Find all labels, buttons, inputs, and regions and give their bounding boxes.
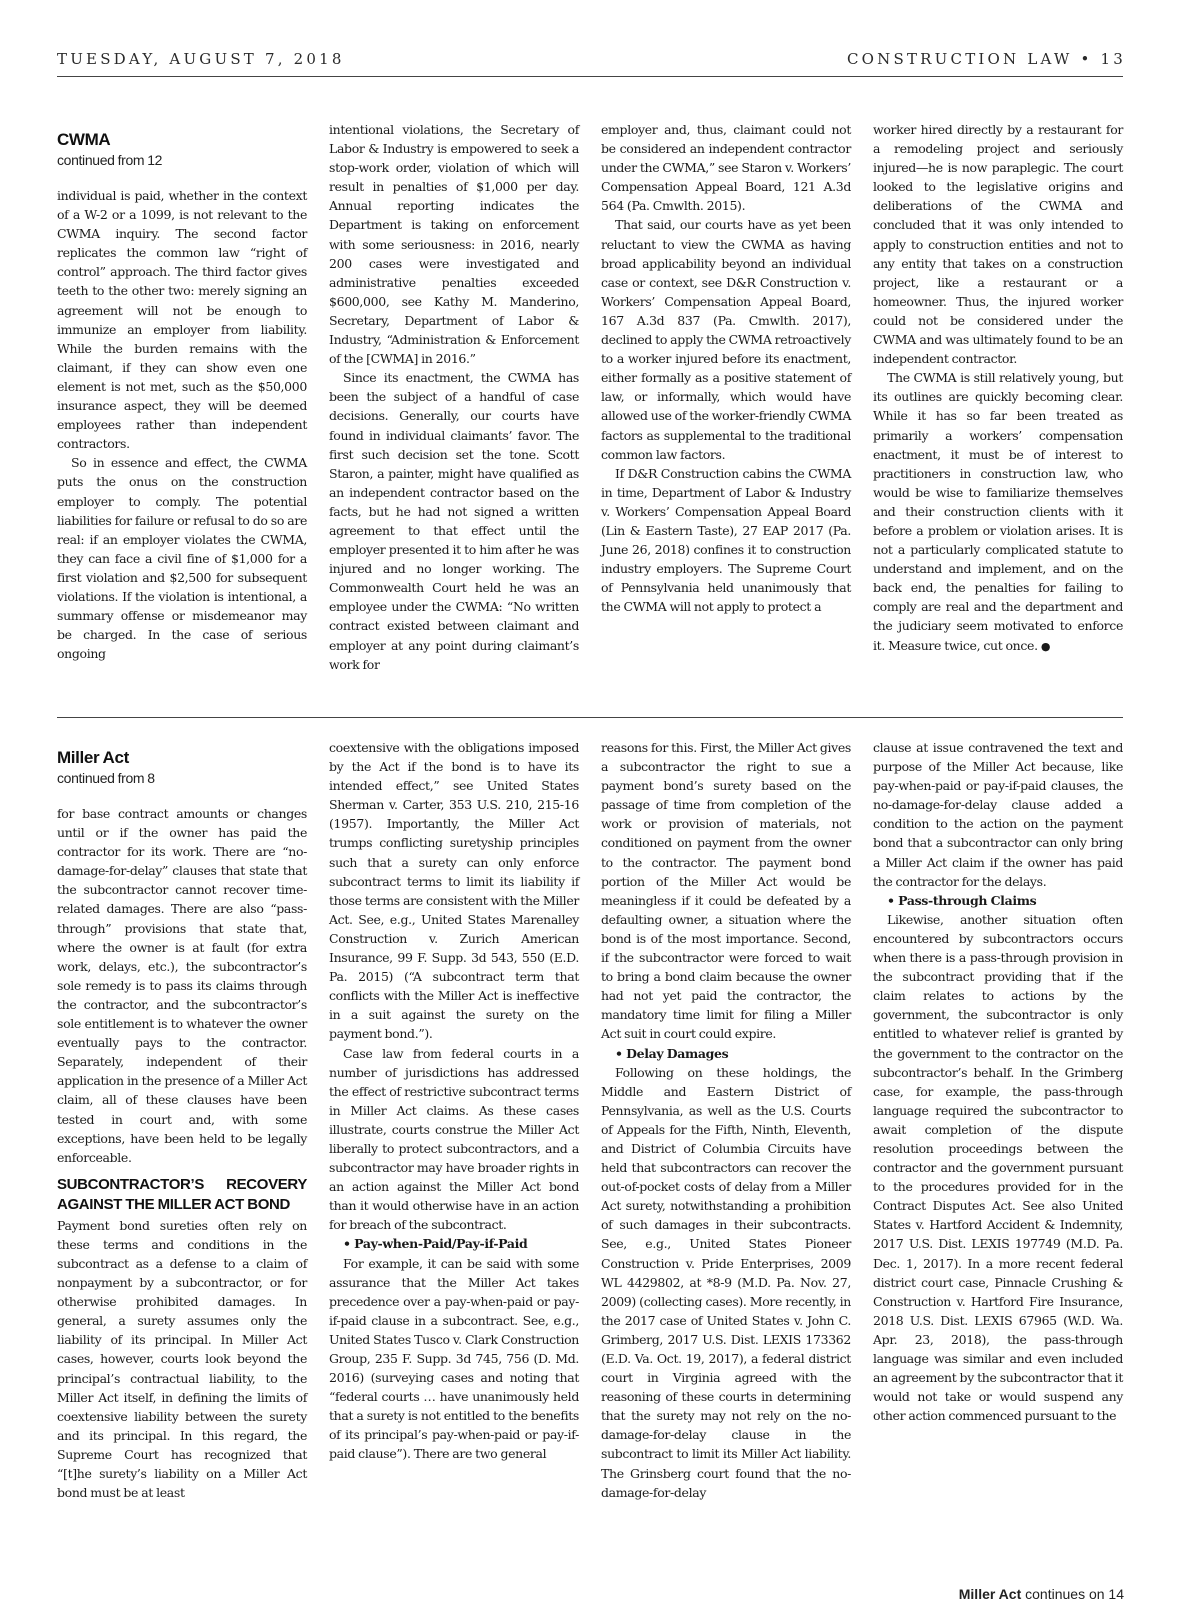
jump-continues: continues on 14: [1025, 1586, 1124, 1602]
paragraph: worker hired directly by a restaurant for a remodeling project and seriously injured—he is now paraplegic. The court looked to the legislative origins and deliberations of the CWMA and concluded that it was only intended to apply to construction entities and not to any entity that takes on a construction project, like a restaurant or a homeowner. Thus, the injured worker could not be considered under the CWMA and was ultimately found to be an independent contractor.: [873, 122, 1123, 367]
paragraph: If D&R Construction cabins the CWMA in time, Department of Labor & Industry v. Workers’ Compensation Appeal Board (Lin & Eastern Taste), 27 EAP 2017 (Pa. June 26, 2018) confines it to construction industry employers. The Supreme Court of Pennsylvania held unanimously that the CWMA will not apply to protect a: [601, 465, 851, 615]
miller-kicker: Miller Act: [57, 748, 129, 767]
paragraph: coextensive with the obligations imposed by the Act if the bond is to have its intended effect,” see United States Sherman v. Carter, 353 U.S. 210, 215-16 (1957). Importantly, the Miller Act trumps conflicting suretyship principles such that a surety can only enforce subcontract terms to limit its liability if those terms are consistent with the Miller Act. See, e.g., United States Marenalley Construction v. Zurich American Insurance, 99 F. Supp. 3d 543, 550 (E.D. Pa. 2015) (“A subcontract term that conflicts with the Miller Act is ineffective in a suit against the surety on the payment bond.”).: [329, 740, 579, 1042]
paragraph: Following on these holdings, the Middle and Eastern District of Pennsylvania, as well as the U.S. Courts of Appeals for the Fifth, Ninth, Eleventh, and District of Columbia Circuits have held that subcontractors can recover the out-of-pocket costs of delay from a Miller Act surety, notwithstanding a prohibition of such damages in their subcontracts. See, e.g., United States Pioneer Construction v. Pride Enterprises, 2009 WL 4429802, at *8-9 (M.D. Pa. Nov. 27, 2009) (collecting cases). More recently, in the 2017 case of United States v. John C. Grimberg, 2017 U.S. Dist. LEXIS 173362 (E.D. Va. Oct. 19, 2017), a federal district court in Virginia agreed with the reasoning of these courts in determining that the surety may not rely on the no-damage-for-delay clause in the subcontract to limit its Miller Act liability. The Grinsberg court found that the no-damage-for-delay: [601, 1064, 851, 1500]
paragraph: That said, our courts have as yet been reluctant to view the CWMA as having broad applicability beyond an individual case or context, see D&R Construction v. Workers’ Compensation Appeal Board, 167 A.3d 837 (Pa. Cmwlth. 2017), declined to apply the CWMA retroactively to a worker injured before its enactment, either formally as a positive statement of law, or informally, which would have allowed use of the worker-friendly CWMA factors as supplemental to the traditional common law factors.: [601, 217, 851, 462]
bullet-subhead-pass-through: • Pass-through Claims: [887, 892, 1037, 908]
paragraph: So in essence and effect, the CWMA puts the onus on the construction employer to comply. The potential liabilities for failure or refusal to do so are real: if an employer violates the CWMA, they can face a civil fine of $1,000 for a first violation and $2,500 for subsequent violations. If the violation is intentional, a summary offense or misdemeanor may be charged. In the case of serious ongoing: [57, 455, 307, 662]
paragraph: for base contract amounts or changes until or if the owner has paid the contractor for its work. There are “no-damage-for-delay” clauses that state that the subcontractor cannot recover time-related damages. There are also “pass-through” provisions that state that, where the owner is at fault (for extra work, delays, etc.), the subcontractor’s sole remedy is to pass its claims through the contractor, and the subcontractor’s sole entitlement is to whatever the owner eventually pays to the contractor. Separately, independent of their application in the presence of a Miller Act claim, all of these clauses have been tested in court and, with some exceptions, have been held to be legally enforceable.: [57, 806, 307, 1165]
paragraph: Case law from federal courts in a number of jurisdictions has addressed the effect of restrictive subcontract terms in Miller Act claims. As these cases illustrate, courts construe the Miller Act liberally to protect subcontractors, and a subcontractor may have broader rights in an action against the Miller Act bond than it would otherwise have in an action for breach of the subcontract.: [329, 1045, 579, 1233]
miller-column-4: [873, 738, 1123, 1502]
section-subhead: SUBCONTRACTOR’S RECOVERY AGAINST THE MILLER ACT BOND: [57, 1175, 307, 1213]
miller-column-3: [601, 738, 851, 1502]
bullet-subhead-pay-when-paid: • Pay-when-Paid/Pay-if-Paid: [343, 1236, 528, 1252]
cwma-column-4: [873, 120, 1123, 674]
jump-line: [959, 1586, 1124, 1602]
paragraph: Payment bond sureties often rely on these terms and conditions in the subcontract as a defense to a claim of nonpayment by a subcontractor, or for otherwise prohibited damages. In general, a surety assumes only the liability of its principal. In Miller Act cases, however, courts look beyond the principal’s contractual liability, to the Miller Act itself, in defining the limits of coextensive liability between the surety and its principal. In this regard, the Supreme Court has recognized that “[t]he surety’s liability on a Miller Act bond must be at least: [57, 1217, 307, 1501]
paragraph-text: The CWMA is still relatively young, but its outlines are quickly becoming clear. While it has so far been treated as primarily a workers’ compensation enactment, it must be of interest to practitioners in construction law, who would be wise to familiarize themselves and their construction clients with it before a problem or violation arises. It is not a particularly complicated statute to understand and implement, and on the back end, the penalties for failing to comply are real and the department and the judiciary seem motivated to enforce it. Measure twice, cut once.: [873, 370, 1123, 653]
paragraph: intentional violations, the Secretary of Labor & Industry is empowered to seek a stop-work order, violation of which will result in penalties of $1,000 per day. Annual reporting indicates the Department is taking on enforcement with some seriousness: in 2016, nearly 200 cases were investigated and administrative penalties exceeded $600,000, see Kathy M. Manderino, Secretary, Department of Labor & Industry, “Administration & Enforcement of the [CWMA] in 2016.”: [329, 122, 579, 367]
paragraph: [873, 368, 1123, 655]
issue-date: TUESDAY, AUGUST 7, 2018: [57, 50, 345, 68]
cwma-article: [57, 120, 1129, 674]
paragraph: Since its enactment, the CWMA has been the subject of a handful of case decisions. Generally, our courts have found in individual claimants’ favor. The first such decision set the tone. Scott Staron, a painter, might have qualified as an independent contractor based on the facts, but he had not signed a written agreement to that effect until the employer presented it to him after he was injured and no longer working. The Commonwealth Court held he was an employee under the CWMA: “No written contract existed between claimant and employer at any point during claimant’s work for: [329, 370, 579, 672]
cwma-column-2: [329, 120, 579, 674]
bullet-subhead-delay-damages: • Delay Damages: [615, 1045, 729, 1061]
end-mark: ●: [1040, 639, 1051, 653]
cwma-kicker: CWMA: [57, 130, 111, 149]
article-divider: [57, 717, 1123, 718]
paragraph: clause at issue contravened the text and purpose of the Miller Act because, like pay-when-paid or pay-if-paid clauses, the no-damage-for-delay clause added a condition to the action on the payment bond that a subcontractor can only bring a Miller Act claim if the owner has paid the contractor for the delays.: [873, 740, 1123, 889]
miller-act-article: [57, 738, 1129, 1502]
header-rule: [57, 76, 1123, 77]
paragraph: For example, it can be said with some assurance that the Miller Act takes precedence over a pay-when-paid or pay-if-paid clause in a subcontract. See, e.g., United States Tusco v. Clark Construction Group, 235 F. Supp. 3d 745, 756 (D. Md. 2016) (surveying cases and noting that “federal courts … have unanimously held that a surety is not entitled to the benefits of its principal’s pay-when-paid or pay-if-paid clause”). There are two general: [329, 1255, 579, 1462]
cwma-column-3: [601, 120, 851, 674]
cwma-continued-line: continued from 12: [57, 152, 163, 168]
section-folio: CONSTRUCTION LAW • 13: [847, 50, 1126, 68]
jump-article-name: Miller Act: [958, 1586, 1022, 1602]
paragraph: Likewise, another situation often encountered by subcontractors occurs when there is a pass-through provision in the subcontract providing that if the claim relates to actions by the government, the subcontractor is only entitled to whatever relief is granted by the government to the contractor on the subcontractor’s behalf. In the Grimberg case, for example, the pass-through language required the subcontractor to await completion of the dispute resolution proceedings between the contractor and the government pursuant to the procedures provided for in the Contract Disputes Act. See also United States v. Hartford Accident & Indemnity, 2017 U.S. Dist. LEXIS 197749 (M.D. Pa. Dec. 1, 2017). In a more recent federal district court case, Pinnacle Crushing & Construction v. Hartford Fire Insurance, 2018 U.S. Dist. LEXIS 67965 (W.D. Wa. Apr. 23, 2018), the pass-through language was similar and even included an agreement by the subcontractor that it would not take or would suspend any other action commenced pursuant to the: [873, 911, 1123, 1424]
paragraph: individual is paid, whether in the context of a W-2 or a 1099, is not relevant to the CWMA inquiry. The second factor replicates the common law “right of control” approach. The third factor gives teeth to the other two: merely signing an agreement will not be enough to immunize an employer from liability. While the burden remains with the claimant, if they can show even one element is not met, such as the $50,000 insurance aspect, they will be deemed employees rather than independent contractors.: [57, 188, 307, 452]
miller-column-2: [329, 738, 579, 1502]
paragraph: reasons for this. First, the Miller Act gives a subcontractor the right to sue a payment bond’s surety based on the passage of time from completion of the work or provision of materials, not conditioned on payment from the owner to the contractor. The payment bond portion of the Miller Act would be meaningless if it could be defeated by a defaulting owner, a situation where the bond is of the most importance. Second, if the subcontractor were forced to wait to bring a bond claim because the owner had not yet paid the contractor, the mandatory time limit for filing a Miller Act suit in court could expire.: [601, 740, 852, 1042]
miller-column-1: [57, 738, 307, 1502]
paragraph: employer and, thus, claimant could not be considered an independent contractor under the CWMA,” see Staron v. Workers’ Compensation Appeal Board, 121 A.3d 564 (Pa. Cmwlth. 2015).: [601, 122, 851, 214]
miller-continued-line: continued from 8: [57, 770, 155, 786]
cwma-column-1: [57, 120, 307, 674]
